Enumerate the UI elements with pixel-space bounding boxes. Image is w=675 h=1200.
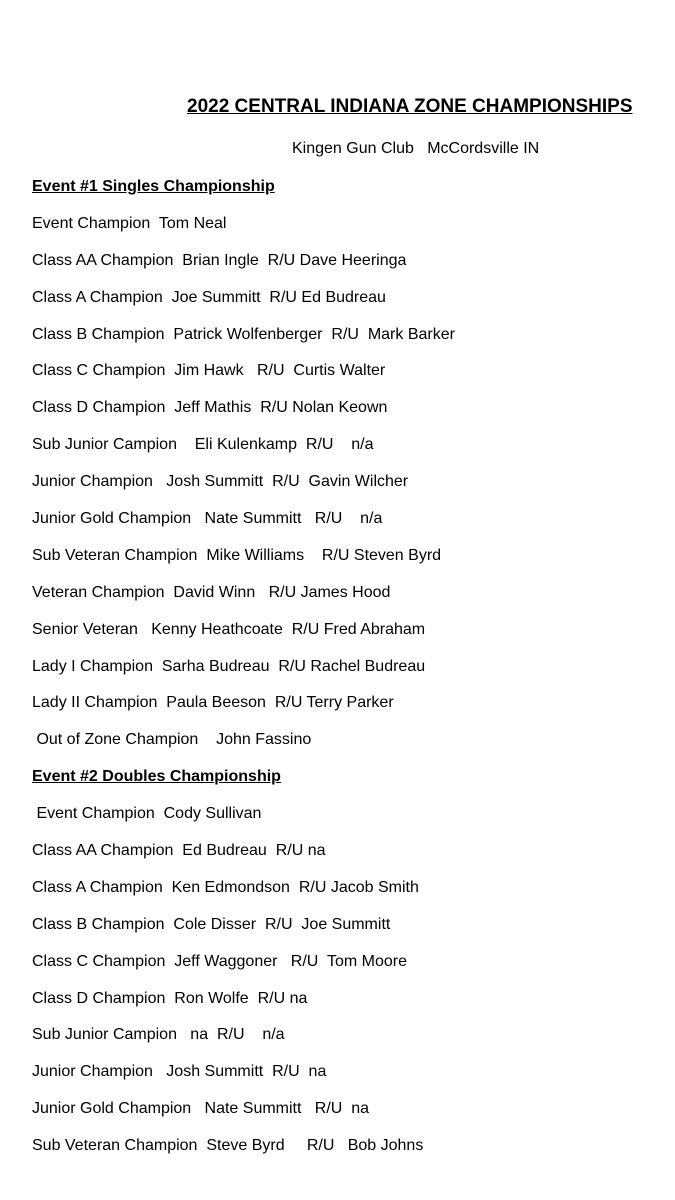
result-line: Class C Champion Jim Hawk R/U Curtis Walter xyxy=(32,362,386,380)
result-line: Lady II Champion Paula Beeson R/U Terry Parker xyxy=(32,694,394,712)
result-line: Junior Champion Josh Summitt R/U na xyxy=(32,1063,327,1081)
result-line: Veteran Champion David Winn R/U James Hood xyxy=(32,583,391,601)
event1-heading: Event #1 Singles Championship xyxy=(32,178,275,195)
result-line: Junior Champion Josh Summitt R/U Gavin Wilcher xyxy=(32,473,409,491)
result-line: Class B Champion Cole Disser R/U Joe Summitt xyxy=(32,915,391,933)
result-line: Class D Champion Ron Wolfe R/U na xyxy=(32,989,308,1007)
result-line: Lady I Champion Sarha Budreau R/U Rachel Budreau xyxy=(32,657,426,675)
result-line: Sub Veteran Champion Mike Williams R/U Steven Byrd xyxy=(32,546,442,564)
result-line: Sub Junior Campion na R/U n/a xyxy=(32,1026,285,1044)
result-line: Class C Champion Jeff Waggoner R/U Tom Moore xyxy=(32,952,407,970)
event2-heading: Event #2 Doubles Championship xyxy=(32,768,281,786)
result-line: Junior Gold Champion Nate Summitt R/U n/a xyxy=(32,510,383,528)
result-line: Class B Champion Patrick Wolfenberger R/U Mark Barker xyxy=(32,325,455,343)
document-subtitle: Kingen Gun Club McCordsville IN xyxy=(292,140,540,157)
result-line: Out of Zone Champion John Fassino xyxy=(32,731,312,749)
result-line: Class AA Champion Ed Budreau R/U na xyxy=(32,842,326,860)
result-line: Junior Gold Champion Nate Summitt R/U na xyxy=(32,1100,370,1118)
results-content xyxy=(32,177,652,1173)
result-line: Class A Champion Ken Edmondson R/U Jacob Smith xyxy=(32,878,419,896)
result-line: Sub Junior Campion Eli Kulenkamp R/U n/a xyxy=(32,436,374,454)
result-line: Event Champion Tom Neal xyxy=(32,214,227,232)
result-line: Class AA Champion Brian Ingle R/U Dave Heeringa xyxy=(32,251,407,269)
result-line: Class D Champion Jeff Mathis R/U Nolan Keown xyxy=(32,399,388,417)
result-line: Sub Veteran Champion Steve Byrd R/U Bob Johns xyxy=(32,1137,424,1155)
result-line: Senior Veteran Kenny Heathcoate R/U Fred Abraham xyxy=(32,620,426,638)
result-line: Event Champion Cody Sullivan xyxy=(32,805,262,823)
document-title: 2022 CENTRAL INDIANA ZONE CHAMPIONSHIPS xyxy=(187,96,633,117)
result-line: Class A Champion Joe Summitt R/U Ed Budreau xyxy=(32,288,386,306)
